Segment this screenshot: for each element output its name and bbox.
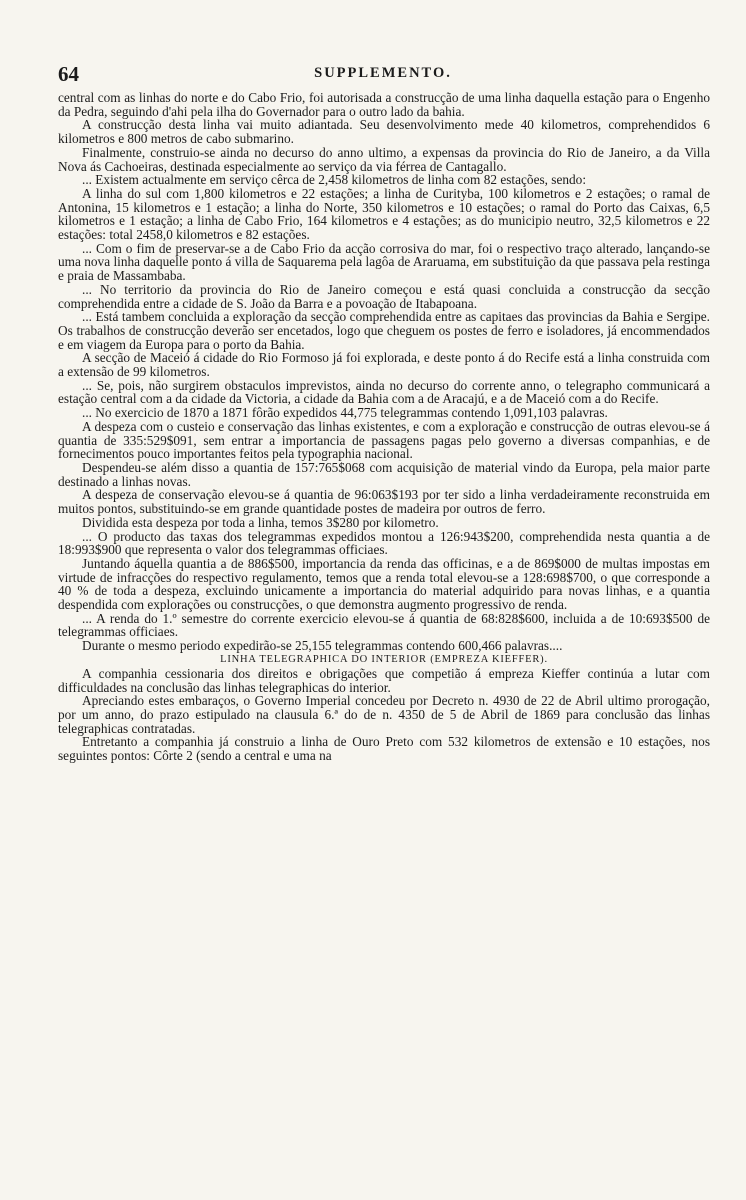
paragraph: ... A renda do 1.º semestre do corrente exercicio elevou-se á quantia de 68:828$600, incluida a de 10:693$500 de telegrammas officiaes. (58, 610, 710, 640)
paragraph: A construcção desta linha vai muito adiantada. Seu desenvolvimento mede 40 kilometros, comprehendidos 6 kilometros e 800 metros de cabo submarino. (58, 117, 710, 147)
paragraph: Apreciando estes embaraços, o Governo Imperial concedeu por Decreto n. 4930 de 22 de Abril ultimo prorogação, por um anno, do prazo estipulado na clausula 6.ª do de n. 4350 de 5 de Abril de 1869 para conclusão das linhas telegraphicas contratadas. (58, 693, 710, 736)
paragraph: A despeza com o custeio e conservação das linhas existentes, e com a exploração e construcção de outras elevou-se á quantia de 335:529$091, sem entrar a importancia de passagens pagas pelo governo a diversas companhias, e de fornecimentos pouco importantes feitos pela typographia nacional. (58, 418, 710, 462)
page-number: 64 (58, 62, 79, 86)
paragraph: Dividida esta despeza por toda a linha, temos 3$280 por kilometro. (82, 514, 439, 530)
paragraph: A despeza de conservação elevou-se á quantia de 96:063$193 por ter sido a linha verdadeiramente reconstruida em muitos pontos, substituindo-se em grande quantidade postes de madeira por outros de ferro. (58, 487, 710, 517)
paragraph: central com as linhas do norte e do Cabo Frio, foi autorisada a construcção de uma linha daquella estação para o Engenho da Pedra, seguindo d'ahi pela ilha do Governador para o outro lado da bahia. (58, 90, 710, 119)
paragraph: ... No exercicio de 1870 a 1871 fôrão expedidos 44,775 telegrammas contendo 1,091,103 palavras. (82, 405, 608, 421)
body-text (58, 91, 710, 763)
page-header (58, 62, 708, 84)
paragraph: Finalmente, construio-se ainda no decurso do anno ultimo, a expensas da provincia do Rio de Janeiro, a da Villa Nova ás Cachoeiras, destinada especialmente ao serviço da via férrea de Cantagallo. (58, 144, 710, 174)
paragraph: ... Se, pois, não surgirem obstaculos imprevistos, ainda no decurso do corrente anno, o telegrapho communicará a estação central com a da cidade da Victoria, a cidade da Bahia com a de Aracajú, e a de Maceió com a do Recife. (58, 377, 710, 407)
paragraph: Entretanto a companhia já construio a linha de Ouro Preto com 532 kilometros de extensão e 10 estações, nos seguintes pontos: Côrte 2 (sendo a central e uma na (58, 734, 710, 764)
running-title: SUPPLEMENTO. (314, 65, 452, 81)
paragraph: Juntando áquella quantia a de 886$500, importancia da renda das officinas, e a de 869$000 de multas impostas em virtude de infracções do respectivo regulamento, temos que a renda total elevou-se a 128:698$700, o que corresponde a 40 % de toda a despeza, excluindo unicamente a importancia do material adquirido para novas linhas, e a quantia despendida com explorações ou construcções, o que demonstra augmento progressivo de renda. (58, 555, 710, 613)
paragraph: A secção de Maceió á cidade do Rio Formoso já foi explorada, e deste ponto á do Recife está a linha construida com a extensão de 99 kilometros. (58, 350, 710, 380)
paragraph: A linha do sul com 1,800 kilometros e 22 estações; a linha de Curityba, 100 kilometros e 2 estações; o ramal de Antonina, 15 kilometros e 1 estação; a linha do Norte, 350 kilometros e 10 estações; o ramal do Porto das Caixas, 6,5 kilometros e 1 estação; a linha de Cabo Frio, 164 kilometros e 4 estações; as do municipio neutro, 32,5 kilometros e 22 estações: total 2458,0 kilometros e 82 estações. (58, 185, 710, 243)
paragraph: ... No territorio da provincia do Rio de Janeiro começou e está quasi concluida a construcção da secção comprehendida entre a cidade de S. João da Barra e a povoação de Itabapoana. (58, 281, 710, 311)
paragraph: ... Existem actualmente em serviço cêrca de 2,458 kilometros de linha com 82 estações, sendo: (82, 172, 587, 188)
paragraph: ... Com o fim de preservar-se a de Cabo Frio da acção corrosiva do mar, foi o respectivo traço alterado, lançando-se uma nova linha daquelle ponto á villa de Saquarema pela lagôa de Araruama, em substituição da que passava pela restinga e praia de Massambaba. (58, 240, 710, 284)
section-heading: LINHA TELEGRAPHICA DO INTERIOR (EMPREZA KIEFFER). (220, 653, 548, 665)
paragraph: ... Está tambem concluida a exploração da secção comprehendida entre as capitaes das provincias da Bahia e Sergipe. Os trabalhos de construcção deverão ser encetados, logo que cheguem os postes de ferro e isoladores, já encommendados e em viagem da Europa para o porto da Bahia. (58, 309, 710, 352)
paragraph: Despendeu-se além disso a quantia de 157:765$068 com acquisição de material vindo da Europa, pela maior parte destinado a linhas novas. (58, 459, 710, 489)
paragraph: Durante o mesmo periodo expedirão-se 25,155 telegrammas contendo 600,466 palavras.... (82, 638, 563, 654)
paragraph: ... O producto das taxas dos telegrammas expedidos montou a 126:943$200, comprehendida nesta quantia a de 18:993$900 que representa o valor dos telegrammas officiaes. (58, 528, 710, 558)
paragraph: A companhia cessionaria dos direitos e obrigações que competião á empreza Kieffer continúa a lutar com difficuldades na conclusão das linhas telegraphicas do interior. (58, 665, 710, 695)
